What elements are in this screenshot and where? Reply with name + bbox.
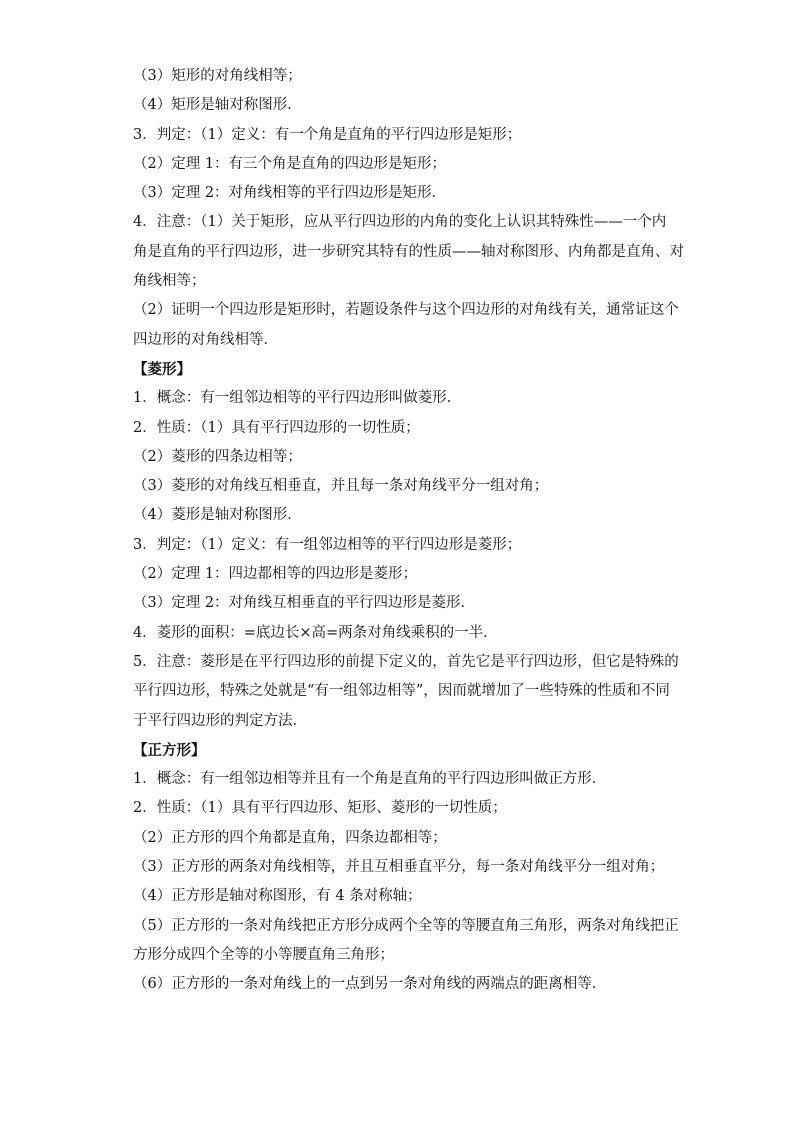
text-line: 4．菱形的面积：=底边长×高=两条对角线乘积的一半．	[133, 624, 498, 641]
text-line: （4）矩形是轴对称图形．	[133, 97, 302, 114]
text-line: 1．概念：有一组邻边相等的平行四边形叫做菱形．	[133, 390, 462, 407]
text-line: （3）定理 2：对角线互相垂直的平行四边形是菱形．	[133, 595, 476, 612]
document-page	[133, 62, 684, 1000]
text-line: （2）证明一个四边形是矩形时，若题设条件与这个四边形的对角线有关，通常证这个	[133, 302, 679, 319]
text-line: 5．注意：菱形是在平行四边形的前提下定义的，首先它是平行四边形，但它是特殊的	[133, 653, 679, 670]
text-line: 3．判定：（1）定义：有一组邻边相等的平行四边形是菱形；	[133, 536, 522, 553]
text-line: （3）矩形的对角线相等；	[133, 68, 302, 84]
text-line: 平行四边形，特殊之处就是“有一组邻边相等”，因而就增加了一些特殊的性质和不同	[133, 683, 670, 700]
text-line: 2．性质：（1）具有平行四边形、矩形、菱形的一切性质；	[133, 800, 507, 817]
text-line: 2．性质：（1）具有平行四边形的一切性质；	[133, 419, 420, 436]
text-line: （2）定理 1：四边都相等的四边形是菱形；	[133, 566, 418, 583]
text-line: （2）菱形的四条边相等；	[133, 448, 302, 465]
text-line: （4）正方形是轴对称图形，有 4 条对称轴；	[133, 888, 422, 905]
text-line: 3．判定：（1）定义：有一个角是直角的平行四边形是矩形；	[133, 126, 522, 143]
text-line: （3）定理 2：对角线相等的平行四边形是矩形．	[133, 185, 447, 202]
text-line: （3）正方形的两条对角线相等，并且互相垂直平分，每一条对角线平分一组对角；	[133, 859, 665, 876]
text-line: 4．注意：（1）关于矩形，应从平行四边形的内角的变化上认识其特殊性——一个内	[133, 214, 667, 231]
section-heading-square: 【正方形】	[133, 741, 206, 759]
section-heading-rhombus: 【菱形】	[133, 360, 191, 378]
text-line: 方形分成四个全等的小等腰直角三角形；	[133, 946, 394, 963]
text-line: （4）菱形是轴对称图形．	[133, 507, 302, 524]
text-line: 四边形的对角线相等．	[133, 331, 278, 348]
text-line: 角线相等；	[133, 273, 206, 290]
text-line: 1．概念：有一组邻边相等并且有一个角是直角的平行四边形叫做正方形．	[133, 771, 607, 788]
text-line: （2）定理 1：有三个角是直角的四边形是矩形；	[133, 155, 447, 172]
text-line: （5）正方形的一条对角线把正方形分成两个全等的等腰直角三角形，两条对角线把正	[133, 917, 679, 934]
text-line: （2）正方形的四个角都是直角，四条边都相等；	[133, 829, 447, 846]
text-line: （6）正方形的一条对角线上的一点到另一条对角线的两端点的距离相等．	[133, 976, 607, 993]
text-line: （3）菱形的对角线互相垂直，并且每一条对角线平分一组对角；	[133, 478, 549, 495]
text-line: 角是直角的平行四边形，进一步研究其特有的性质——轴对称图形、内角都是直角、对	[133, 243, 684, 260]
text-line: 于平行四边形的判定方法．	[133, 712, 307, 729]
